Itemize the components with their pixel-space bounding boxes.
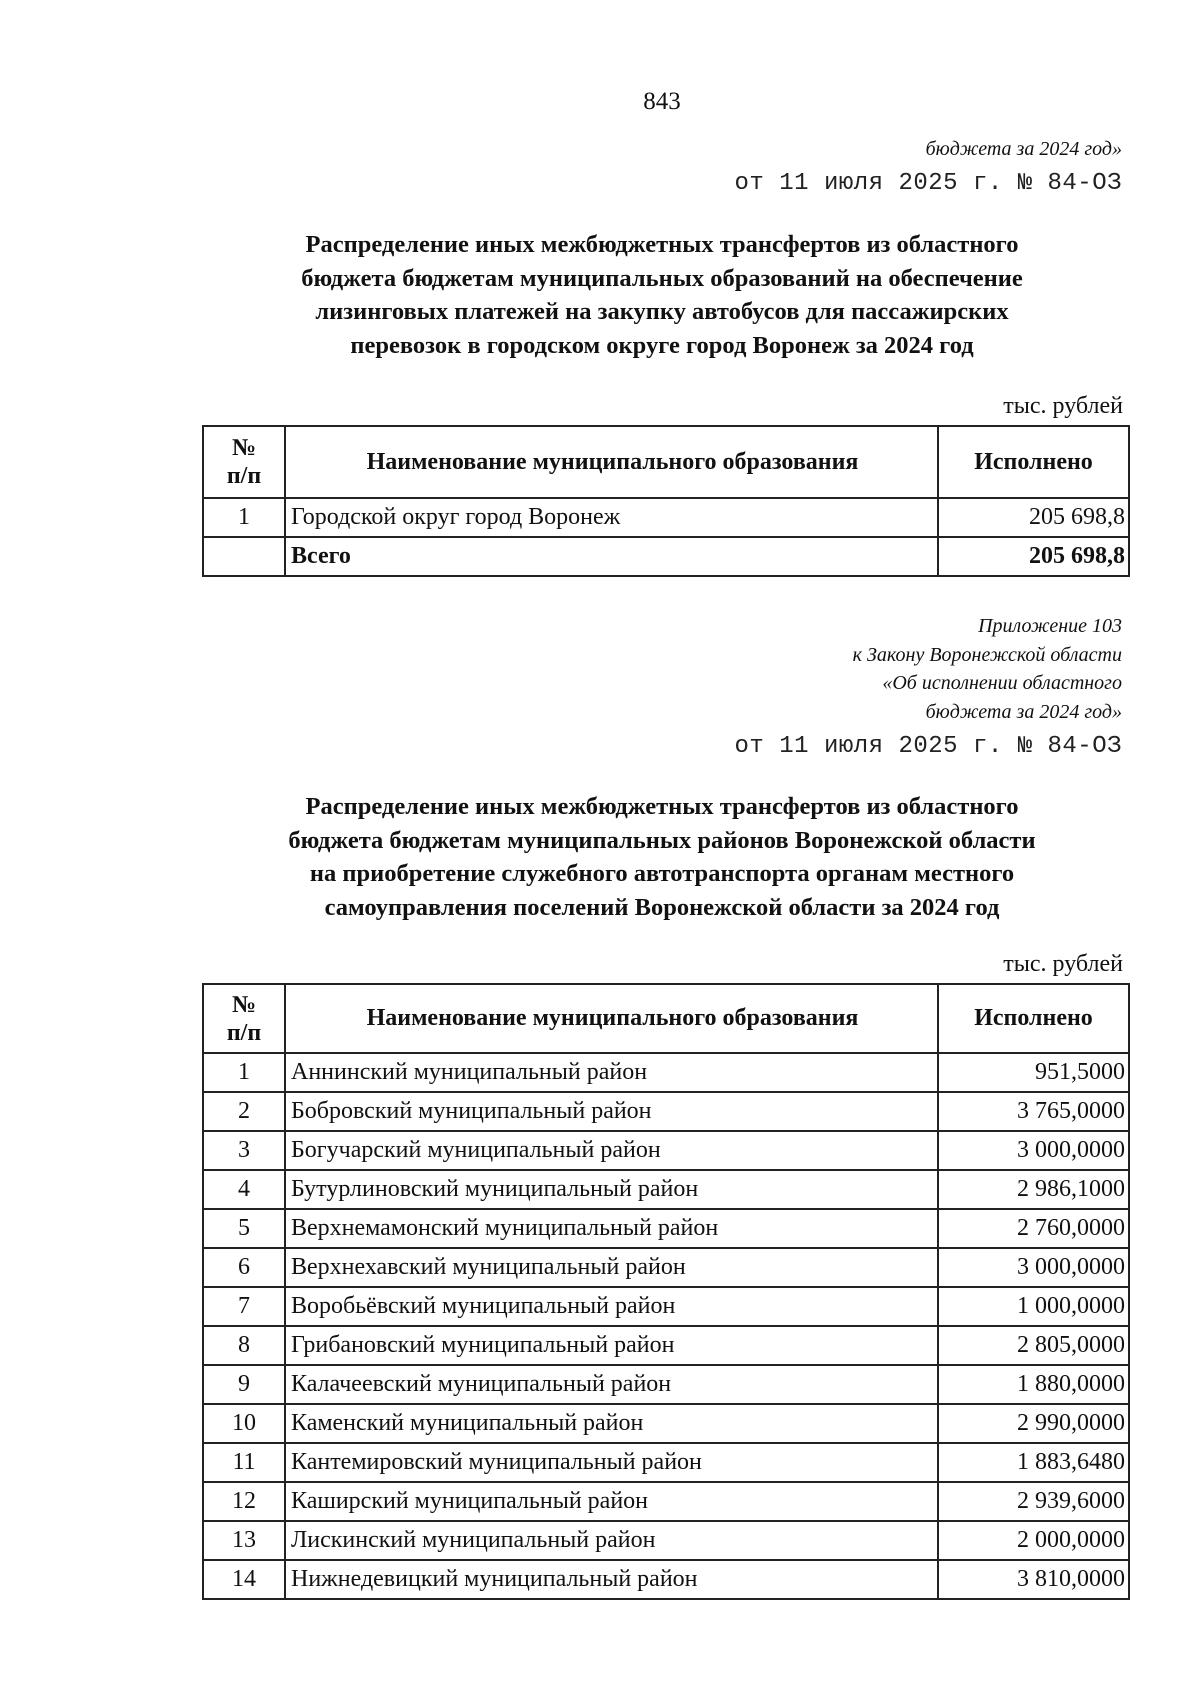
unit-label: тыс. рублей [1003, 393, 1123, 419]
title-line: бюджета бюджетам муниципальных районов Воронежской области [288, 826, 1036, 854]
table-row [203, 1482, 1129, 1521]
row-value: 2 805,0000 [938, 1326, 1129, 1365]
row-name: Каширский муниципальный район [285, 1482, 938, 1521]
table-row [203, 1326, 1129, 1365]
row-name: Бутурлиновский муниципальный район [285, 1170, 938, 1209]
header-value: Исполнено [938, 984, 1129, 1053]
table-row [203, 1365, 1129, 1404]
row-num: 8 [203, 1326, 285, 1365]
row-value: 2 990,0000 [938, 1404, 1129, 1443]
row-value: 1 880,0000 [938, 1365, 1129, 1404]
page-number: 843 [643, 88, 681, 115]
table-row [203, 1560, 1129, 1599]
table-row [203, 1521, 1129, 1560]
row-num: 5 [203, 1209, 285, 1248]
row-num: 1 [203, 1053, 285, 1092]
table-row [203, 1404, 1129, 1443]
total-label: Всего [285, 537, 938, 576]
row-name: Лискинский муниципальный район [285, 1521, 938, 1560]
unit-label: тыс. рублей [1003, 951, 1123, 977]
table-row [203, 1131, 1129, 1170]
row-name: Воробьёвский муниципальный район [285, 1287, 938, 1326]
row-value: 3 000,0000 [938, 1131, 1129, 1170]
row-value: 951,5000 [938, 1053, 1129, 1092]
row-name: Калачеевский муниципальный район [285, 1365, 938, 1404]
title-line: лизинговых платежей на закупку автобусов для пассажирских [315, 298, 1009, 325]
row-value: 2 986,1000 [938, 1170, 1129, 1209]
row-value: 1 883,6480 [938, 1443, 1129, 1482]
table-row [203, 498, 1129, 537]
row-value: 2 000,0000 [938, 1521, 1129, 1560]
table-1 [202, 425, 1130, 577]
row-value: 2 939,6000 [938, 1482, 1129, 1521]
section-title-1 [0, 228, 1200, 362]
row-value: 3 810,0000 [938, 1560, 1129, 1599]
title-line: бюджета бюджетам муниципальных образований на обеспечение [301, 264, 1023, 292]
row-num: 7 [203, 1287, 285, 1326]
row-num: 9 [203, 1365, 285, 1404]
table-row [203, 1092, 1129, 1131]
header-num: № п/п [203, 426, 285, 498]
row-num: 12 [203, 1482, 285, 1521]
title-line: Распределение иных межбюджетных трансфертов из областного [305, 231, 1019, 258]
row-num: 10 [203, 1404, 285, 1443]
row-value: 205 698,8 [938, 498, 1129, 537]
title-line: самоуправления поселений Воронежской области за 2024 год [324, 893, 1000, 921]
section-title-2 [0, 790, 1200, 924]
appendix-line: Приложение 103 [978, 615, 1122, 637]
row-name: Аннинский муниципальный район [285, 1053, 938, 1092]
row-name: Каменский муниципальный район [285, 1404, 938, 1443]
total-value: 205 698,8 [938, 537, 1129, 576]
table-header [203, 426, 1129, 498]
row-name: Городской округ город Воронеж [285, 498, 938, 537]
table-row [203, 1209, 1129, 1248]
row-num: 13 [203, 1521, 285, 1560]
header-name: Наименование муниципального образования [285, 426, 938, 498]
row-num: 3 [203, 1131, 285, 1170]
row-num: 2 [203, 1092, 285, 1131]
row-value: 1 000,0000 [938, 1287, 1129, 1326]
total-row [203, 537, 1129, 576]
appendix-line: к Закону Воронежской области [852, 643, 1122, 666]
title-line: на приобретение служебного автотранспорта органам местного [309, 860, 1015, 887]
row-num: 14 [203, 1560, 285, 1599]
row-num: 4 [203, 1170, 285, 1209]
table-row [203, 1248, 1129, 1287]
table-2 [202, 983, 1130, 1600]
header-value: Исполнено [938, 426, 1129, 498]
table-row [203, 1170, 1129, 1209]
law-reference: от 11 июля 2025 г. № 84-ОЗ [734, 170, 1122, 197]
appendix-line: бюджета за 2024 год» [925, 700, 1122, 723]
appendix-line: «Об исполнении областного [882, 672, 1122, 694]
row-value: 2 760,0000 [938, 1209, 1129, 1248]
table-row [203, 1053, 1129, 1092]
header-num: № п/п [203, 984, 285, 1053]
row-value: 3 000,0000 [938, 1248, 1129, 1287]
header-name: Наименование муниципального образования [285, 984, 938, 1053]
row-name: Нижнедевицкий муниципальный район [285, 1560, 938, 1599]
table-row [203, 1443, 1129, 1482]
row-name: Кантемировский муниципальный район [285, 1443, 938, 1482]
title-line: перевозок в городском округе город Воронеж за 2024 год [350, 331, 974, 359]
law-reference: от 11 июля 2025 г. № 84-ОЗ [734, 733, 1122, 760]
appendix-tail: бюджета за 2024 год» [925, 138, 1122, 160]
title-line: Распределение иных межбюджетных трансфертов из областного [305, 793, 1019, 820]
row-name: Бобровский муниципальный район [285, 1092, 938, 1131]
appendix-header [853, 612, 1122, 726]
row-name: Верхнемамонский муниципальный район [285, 1209, 938, 1248]
row-name: Грибановский муниципальный район [285, 1326, 938, 1365]
row-num: 6 [203, 1248, 285, 1287]
row-value: 3 765,0000 [938, 1092, 1129, 1131]
table-header [203, 984, 1129, 1053]
row-num: 1 [203, 498, 285, 537]
row-name: Верхнехавский муниципальный район [285, 1248, 938, 1287]
row-num: 11 [203, 1443, 285, 1482]
row-name: Богучарский муниципальный район [285, 1131, 938, 1170]
total-num [203, 537, 285, 576]
table-row [203, 1287, 1129, 1326]
